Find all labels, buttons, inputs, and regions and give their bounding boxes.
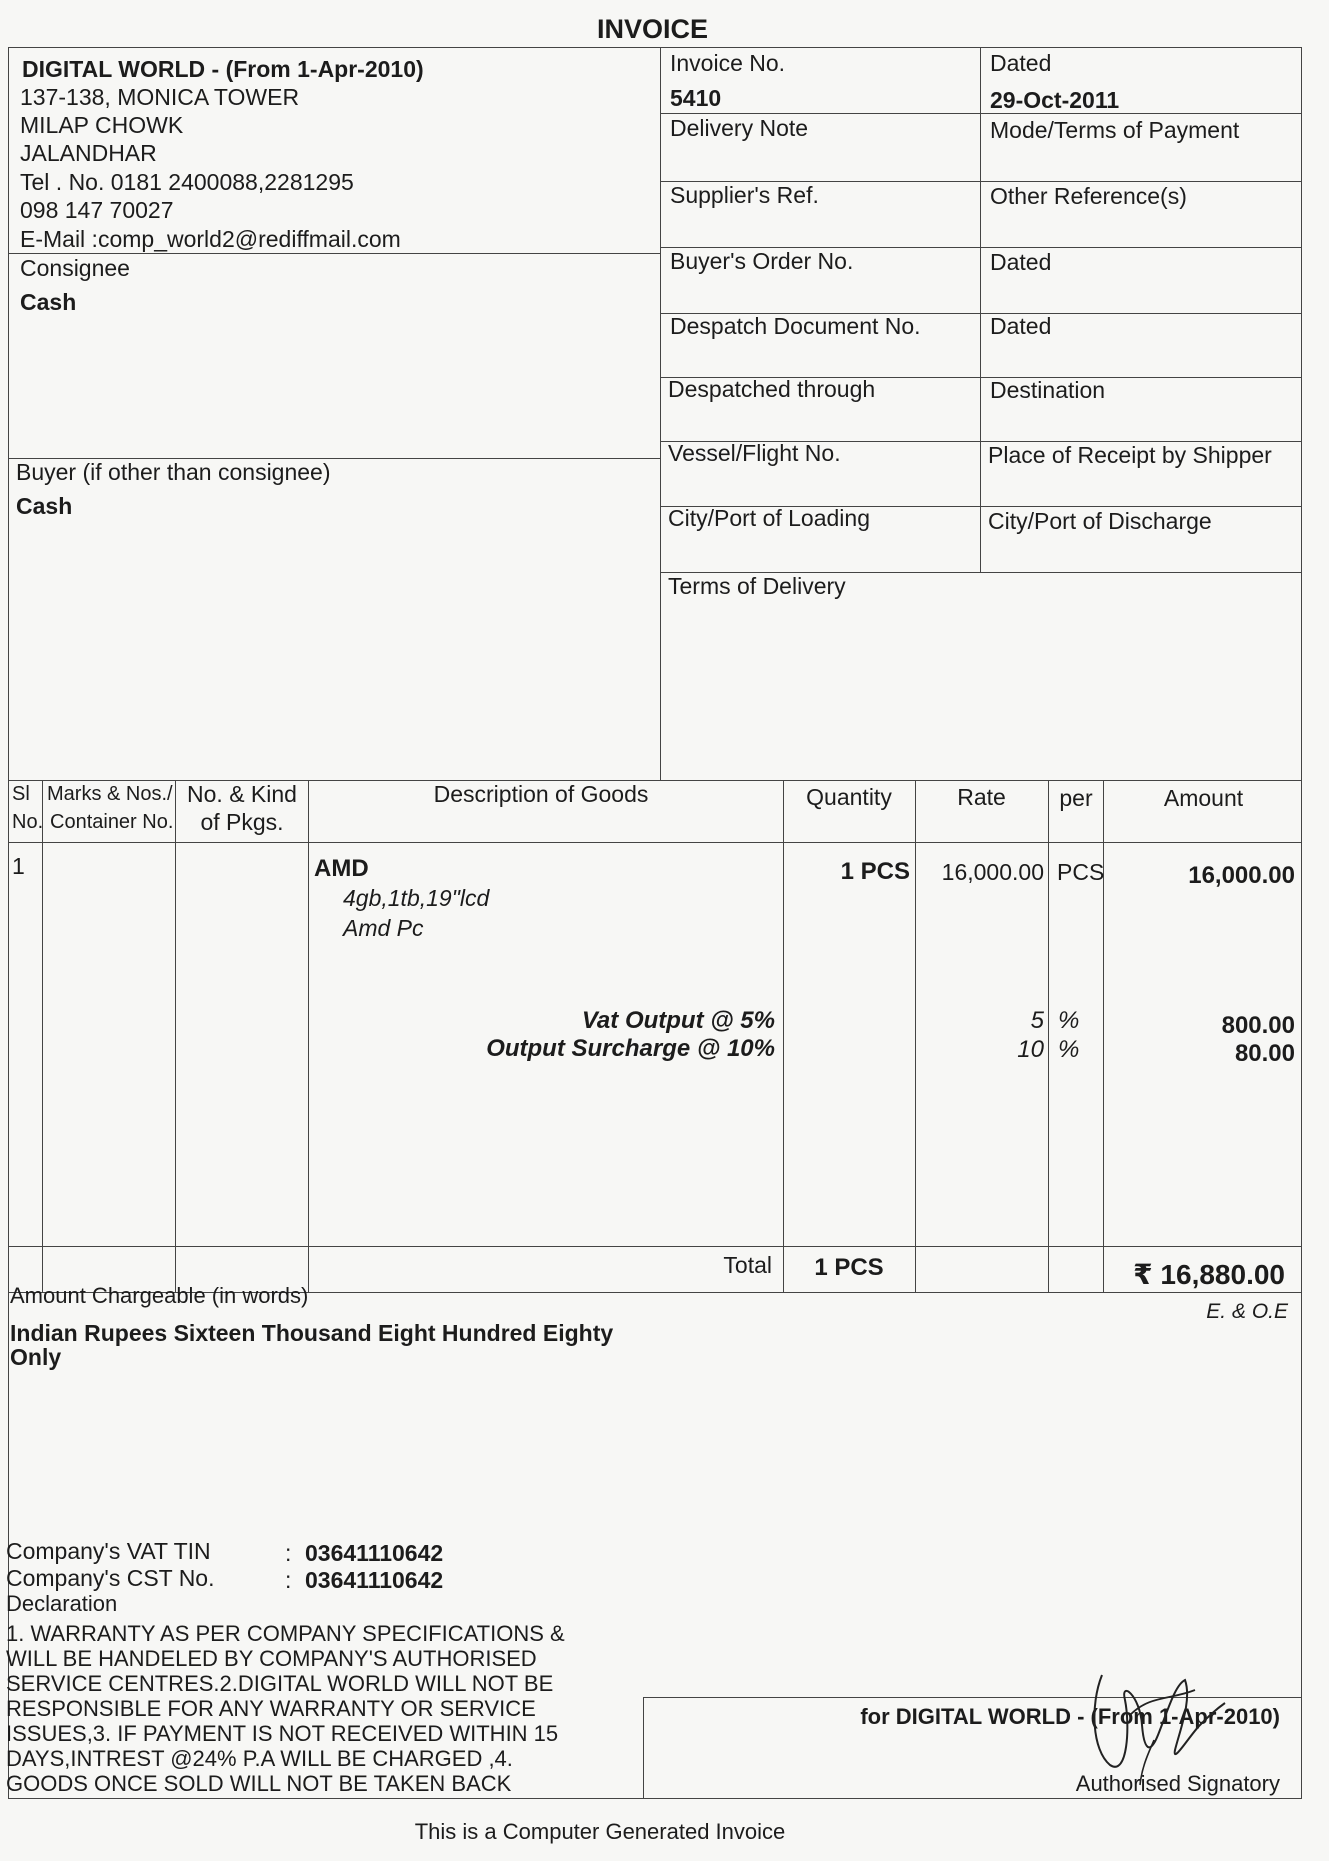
item-amount: 16,000.00 (1188, 862, 1295, 889)
declaration-line: SERVICE CENTRES.2.DIGITAL WORLD WILL NOT BE (6, 1671, 554, 1696)
col-sl-header: Sl (12, 783, 30, 805)
dated-label: Dated (990, 50, 1052, 76)
table-header-bottom (8, 842, 1302, 843)
tax-amount: 80.00 (1234, 1040, 1295, 1067)
item-detail: 4gb,1tb,19"lcd (343, 885, 490, 911)
other-ref-label: Other Reference(s) (990, 183, 1187, 209)
total-quantity: 1 PCS (814, 1254, 884, 1281)
item-quantity: 1 PCS (840, 858, 910, 885)
tax-rate: 10 (1017, 1036, 1044, 1063)
tax-label: Output Surcharge @ 10% (486, 1035, 775, 1062)
tax-label: Vat Output @ 5% (581, 1007, 775, 1034)
consignee-value: Cash (20, 289, 77, 315)
terms-delivery-label: Terms of Delivery (668, 573, 846, 599)
seller-address-line: JALANDHAR (20, 140, 157, 166)
col-rate-header: Rate (957, 784, 1006, 810)
seller-address-line: 137-138, MONICA TOWER (20, 84, 300, 110)
declaration-line: ISSUES,3. IF PAYMENT IS NOT RECEIVED WITHIN 15 (6, 1721, 559, 1746)
consignee-label: Consignee (20, 255, 130, 281)
seller-email: E-Mail :comp_world2@rediffmail.com (20, 226, 401, 252)
total-amount: ₹ 16,880.00 (1133, 1259, 1285, 1290)
invoice-frame (8, 47, 1302, 1799)
words-line: Indian Rupees Sixteen Thousand Eight Hundred Eighty (10, 1320, 614, 1346)
footer-note: This is a Computer Generated Invoice (414, 1819, 786, 1844)
vat-colon: : (285, 1540, 292, 1566)
delivery-note-label: Delivery Note (670, 115, 809, 141)
payment-terms-label: Mode/Terms of Payment (990, 117, 1240, 143)
item-name: AMD (314, 855, 369, 882)
dated-value: 29-Oct-2011 (990, 87, 1120, 113)
item-detail: Amd Pc (343, 915, 424, 941)
col-description-header: Description of Goods (433, 781, 649, 807)
declaration-line: WILL BE HANDELED BY COMPANY'S AUTHORISED (6, 1646, 537, 1671)
col-marks-header: Marks & Nos./ (47, 783, 173, 805)
buyer-value: Cash (16, 493, 73, 519)
col-marks-header: Container No. (50, 811, 174, 833)
port-loading-label: City/Port of Loading (668, 505, 871, 531)
supplier-ref-label: Supplier's Ref. (670, 182, 819, 208)
tax-amount: 800.00 (1221, 1012, 1295, 1039)
col-sl-header: No. (12, 811, 44, 833)
buyer-order-label: Buyer's Order No. (670, 248, 854, 274)
col-pkgs-header: of Pkgs. (200, 809, 284, 835)
col-quantity-header: Quantity (806, 784, 892, 810)
declaration-line: 1. WARRANTY AS PER COMPANY SPECIFICATIONS & (6, 1621, 565, 1646)
col-per-header: per (1059, 785, 1093, 811)
cst-colon: : (285, 1567, 292, 1593)
header-divider (660, 47, 661, 780)
signature-for: for DIGITAL WORLD - (From 1-Apr-2010) (860, 1704, 1280, 1729)
seller-phone: Tel . No. 0181 2400088,2281295 (20, 169, 354, 195)
total-label: Total (723, 1252, 772, 1278)
buyer-label: Buyer (if other than consignee) (16, 459, 331, 485)
destination-label: Destination (990, 377, 1106, 403)
signatory-label: Authorised Signatory (1075, 1771, 1280, 1796)
seller-name: DIGITAL WORLD - (From 1-Apr-2010) (22, 56, 424, 82)
cst-label: Company's CST No. (6, 1565, 215, 1591)
port-discharge-label: City/Port of Discharge (988, 508, 1212, 534)
tax-per: % (1058, 1007, 1080, 1034)
declaration-line: GOODS ONCE SOLD WILL NOT BE TAKEN BACK (6, 1771, 512, 1796)
tax-rate: 5 (1030, 1007, 1044, 1034)
vat-label: Company's VAT TIN (6, 1538, 211, 1564)
declaration-line: RESPONSIBLE FOR ANY WARRANTY OR SERVICE (6, 1696, 536, 1721)
declaration-label: Declaration (6, 1591, 118, 1616)
despatch-doc-label: Despatch Document No. (670, 313, 921, 339)
invoice-no-label: Invoice No. (670, 50, 786, 76)
vessel-label: Vessel/Flight No. (668, 440, 841, 466)
tax-per: % (1058, 1036, 1080, 1063)
eoe-note: E. & O.E (1206, 1300, 1288, 1323)
vat-value: 03641110642 (305, 1540, 444, 1566)
table-total-top (8, 1246, 1302, 1247)
despatch-dated-label: Dated (990, 313, 1052, 339)
seller-address-line: MILAP CHOWK (20, 112, 184, 138)
item-per: PCS (1057, 859, 1105, 885)
buyer-order-dated-label: Dated (990, 249, 1052, 275)
cst-value: 03641110642 (305, 1567, 444, 1593)
despatched-through-label: Despatched through (668, 376, 876, 402)
seller-mobile: 098 147 70027 (20, 197, 174, 223)
invoice-title: INVOICE (596, 14, 709, 44)
col-pkgs-header: No. & Kind (187, 781, 297, 807)
declaration-line: DAYS,INTREST @24% P.A WILL BE CHARGED ,4. (6, 1746, 513, 1771)
handwritten-signature (1080, 1655, 1230, 1790)
words-line: Only (10, 1344, 62, 1370)
place-receipt-label: Place of Receipt by Shipper (988, 442, 1272, 468)
item-sl: 1 (12, 853, 25, 879)
col-amount-header: Amount (1163, 785, 1244, 811)
item-rate: 16,000.00 (941, 859, 1044, 885)
words-label: Amount Chargeable (in words) (10, 1283, 309, 1308)
invoice-no-value: 5410 (670, 85, 722, 111)
